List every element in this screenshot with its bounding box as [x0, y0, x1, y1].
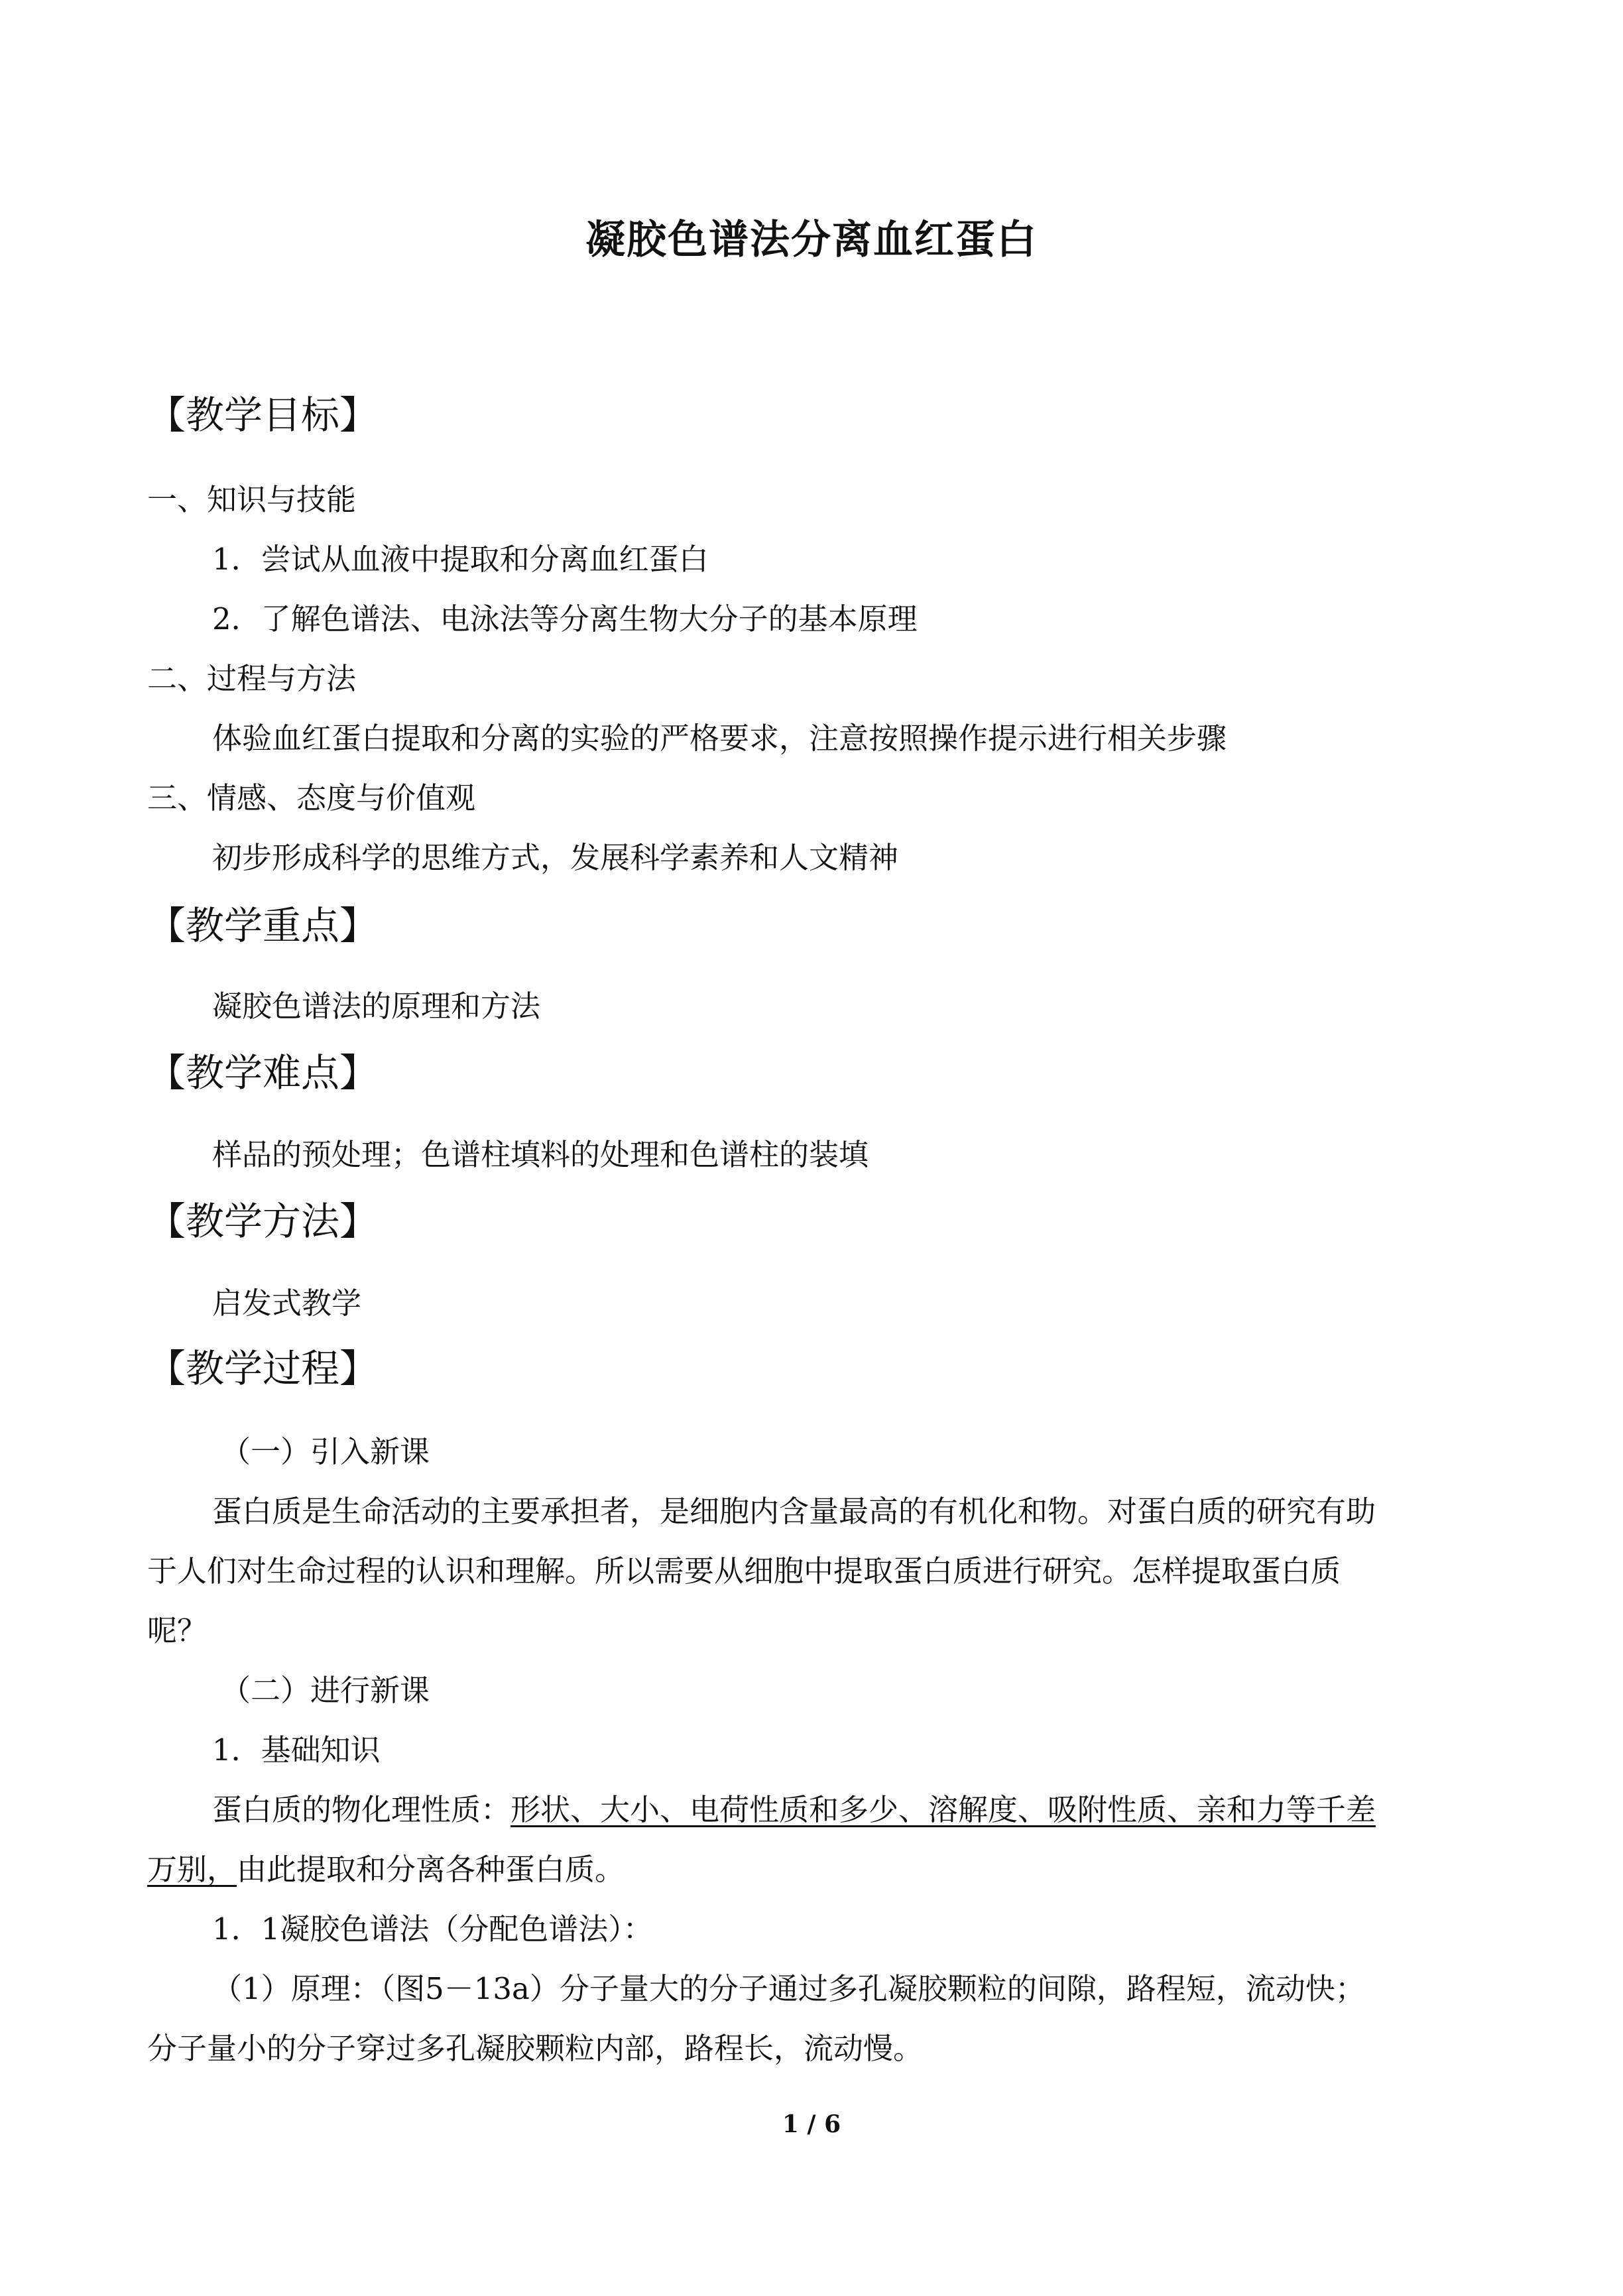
heading-methods: 【教学方法】	[147, 1199, 379, 1244]
subheading-values: 三、情感、态度与价值观	[147, 780, 476, 816]
new-lesson-label: （二）进行新课	[221, 1673, 430, 1708]
difficulties-text: 样品的预处理；色谱柱填料的处理和色谱柱的装填	[212, 1137, 869, 1172]
page-indicator: 1 / 6	[782, 2110, 841, 2138]
key-points-text: 凝胶色谱法的原理和方法	[212, 989, 541, 1024]
intro-label: （一）引入新课	[221, 1434, 430, 1469]
protein-properties-underlined-2: 万别，	[147, 1852, 237, 1887]
basics-label: 1．基础知识	[212, 1732, 381, 1768]
protein-properties-line-1	[212, 1790, 1376, 1830]
protein-properties-line-2	[147, 1850, 625, 1890]
methods-text: 启发式教学	[212, 1286, 362, 1321]
heading-difficulties: 【教学难点】	[147, 1050, 379, 1095]
principle-line-1: （1）原理：（图5－13a）分子量大的分子通过多孔凝胶颗粒的间隙，路程短，流动快；	[212, 1971, 1365, 2006]
intro-paragraph-line-3: 呢？	[147, 1613, 208, 1648]
process-method-text: 体验血红蛋白提取和分离的实验的严格要求，注意按照操作提示进行相关步骤	[212, 721, 1227, 756]
protein-properties-underlined-1: 形状、大小、电荷性质和多少、溶解度、吸附性质、亲和力等千差	[511, 1792, 1376, 1827]
subheading-knowledge: 一、知识与技能	[147, 482, 357, 517]
principle-line-2: 分子量小的分子穿过多孔凝胶颗粒内部，路程长，流动慢。	[147, 2031, 924, 2066]
intro-paragraph-line-1: 蛋白质是生命活动的主要承担者，是细胞内含量最高的有机化和物。对蛋白质的研究有助	[212, 1494, 1376, 1529]
heading-objectives: 【教学目标】	[147, 393, 379, 438]
gel-chromatography-label: 1．1凝胶色谱法（分配色谱法）：	[212, 1911, 653, 1947]
objective-item-1: 1．尝试从血液中提取和分离血红蛋白	[212, 542, 709, 577]
values-text: 初步形成科学的思维方式，发展科学素养和人文精神	[212, 840, 899, 875]
protein-properties-prefix: 蛋白质的物化理性质：	[212, 1792, 511, 1827]
protein-properties-suffix: 由此提取和分离各种蛋白质。	[237, 1852, 625, 1887]
intro-paragraph-line-2: 于人们对生命过程的认识和理解。所以需要从细胞中提取蛋白质进行研究。怎样提取蛋白质	[147, 1553, 1341, 1589]
heading-key-points: 【教学重点】	[147, 903, 379, 948]
objective-item-2: 2．了解色谱法、电泳法等分离生物大分子的基本原理	[212, 601, 918, 636]
heading-process: 【教学过程】	[147, 1346, 379, 1391]
subheading-process-method: 二、过程与方法	[147, 661, 357, 696]
document-title: 凝胶色谱法分离血红蛋白	[585, 217, 1038, 263]
